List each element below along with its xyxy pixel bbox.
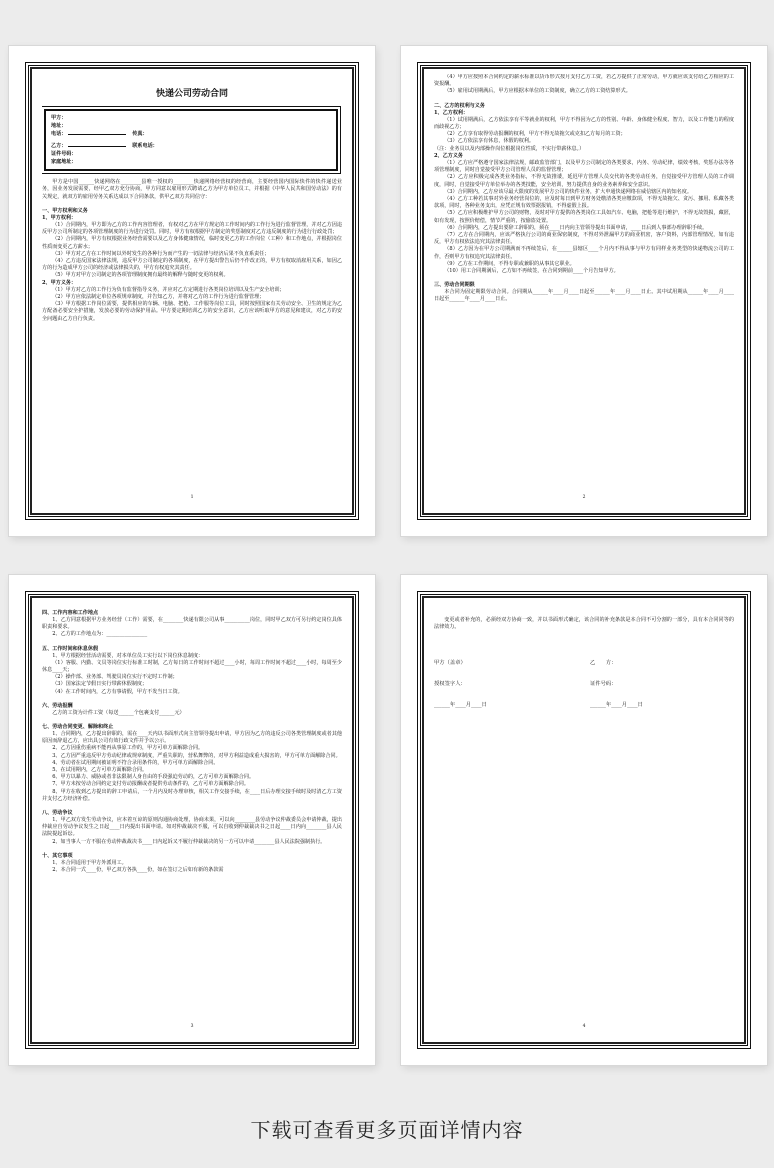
clause: （2）甲方应依法制定单位各项规章制度，并告知乙方，并将对乙方的工作行为进行监督管理；	[52, 294, 265, 301]
page-content	[42, 603, 342, 1035]
contract-page-4	[401, 575, 767, 1065]
clause: （9）乙方在工作期间，不得专职或兼职的从事其它职业。	[444, 260, 575, 267]
section-heading: 七、劳动合同变更、解除和终止	[42, 724, 114, 731]
page-content	[42, 74, 342, 506]
date-a: ______年____月____日	[434, 702, 487, 709]
page-number: 3	[190, 1024, 194, 1029]
clause: （10）用工合同期满后，乙方如不再续签，在合同到期前____个月告知甲方。	[444, 268, 619, 275]
page-content	[434, 603, 734, 1035]
clause: （1）甲方对乙方的工作行为负有监督指导义务，并应对乙方定期进行各类岗位培训以及生产安全培训；	[52, 286, 285, 293]
note: （注：业务员以及内部操作岗位根据岗位性质，不实行带薪休息。）	[434, 145, 585, 152]
party-b-line	[51, 142, 331, 150]
page-content	[434, 74, 734, 506]
phone-blank	[68, 130, 126, 135]
subsection-heading: 1、乙方权利：	[434, 109, 469, 116]
clause: （2）乙方应积极完成各类业务指标，不得无故推诿，延迟甲方管理人员交代的各类劳动任务，自觉接受甲方管理人员的工作调度，同时，自觉接受甲方单位举办的各类技能，安全培训，努力提供自身的业务素养和安全意识。	[434, 174, 734, 188]
clause: （2）操作部、业务部、驾驶员岗位实行不定时工作制；	[52, 674, 178, 681]
page-number: 4	[582, 1024, 586, 1029]
party-b-label: 乙方：	[51, 142, 67, 149]
clause: 1、乙方同意根据甲方业务经营（工作）需要，在________快递有限公司从事__________岗位，同时甲乙双方可另行约定岗位具体职责和要求。	[42, 617, 342, 631]
download-more-caption[interactable]: 下载可查看更多页面详情内容	[250, 1118, 524, 1142]
contact-phone-label: 联系电话：	[132, 142, 158, 149]
section-heading: 六、劳动报酬	[42, 702, 73, 709]
section-heading: 三、劳动合同期限	[434, 282, 475, 289]
address-label: 地址：	[51, 123, 67, 130]
contract-page-3	[9, 575, 375, 1065]
clause: 1、合同期内，乙方提出辞职的，需在____天内以书面形式向主管领导提出申请，甲方因为乙方的违反公司各类管理制度或者其他原因而辞退乙方，应出具公司有效行政文件并予以公示。	[42, 731, 342, 745]
clause: （1）乙方应严格遵守国家法律法规，邮政监管部门，以及甲方公司制定的各类要求，内务、劳动纪律，绩效考核，奖惩办法等各项管理制度，同时自觉接受甲方公司管理人员的监督管理；	[434, 160, 734, 174]
party-a-label: 甲方：	[51, 115, 67, 121]
section-heading: 四、工作内容和工作地点	[42, 610, 99, 616]
clause: （3）国家法定节假日实行带薪休假制度；	[52, 681, 148, 688]
clause: （5）甲方对甲方公司制定的各项管理制度拥有最终的解释与随时变更的权利。	[52, 272, 229, 279]
signature-block	[434, 659, 734, 722]
document-title: 快递公司劳动合同	[155, 89, 228, 99]
authorized-signer-label: 授权签字人：	[434, 681, 466, 688]
clause: 1、甲乙双方发生劳动争议，应本着互谅的原则沟通协商处理，协商未果，可以向________县劳动争议仲裁委员会申请仲裁，提出仲裁应自劳动争议发生之日起____日内提出书面申请。如对仲裁裁决不服，可以自收到仲裁裁决书之日起____日内向________县人民法院提起诉讼。	[42, 817, 342, 838]
clause: 2、乙方因重伤重病不能再从事原工作的，甲方可单方面解除合同。	[52, 745, 204, 752]
id-number-label: 证件号码：	[51, 150, 77, 157]
clause: 8、甲方在收到乙方提出的辞工申请后，一个月内及时办理审核，相关工作交接手续，在____日后办理交接手续时及时清乙方工资并支付乙方经济补偿。	[42, 788, 342, 802]
subsection-heading: 2、甲方义务：	[42, 279, 77, 286]
subsection-heading: 1、甲方权利：	[42, 214, 77, 221]
page-number: 2	[582, 495, 586, 500]
section-heading: 二、乙方的权利与义务	[434, 102, 485, 109]
section-heading: 十、其它事项	[42, 852, 73, 859]
clause: 6、甲方以暴力、威胁或者非法限制人身自由的手段强迫劳动的，乙方可单方面解除合同。	[52, 774, 255, 781]
contract-page-2	[401, 46, 767, 536]
clause: 乙方的工资为计件工资（每送______个包裹支付______元）	[52, 709, 185, 716]
id-number-label: 证件号码：	[590, 681, 617, 688]
clause: 4、劳动者在试用期间被证明不符合录用条件的，甲方可单方面解除合同。	[52, 759, 219, 766]
clause: 1、甲方根据经营活动需要，对本单位员工实行以下岗位休息制度：	[52, 652, 204, 659]
clause: （1）客服、内勤、文员等岗位实行标准工时制，乙方每日的工作时间不超过____小时，每周工作时间不超过____小时，每周至少休息____天；	[42, 659, 342, 674]
party-a-seal-label: 甲方（盖章）	[434, 660, 466, 667]
section-heading: 五、工作时间和休息休假	[42, 645, 99, 652]
party-a-signature	[434, 659, 578, 722]
section-heading: 一、甲方权利和义务	[42, 207, 88, 214]
clause: （3）甲方对乙方在工作时间以外时发生的各种行为而产生的一切法律与经济后果不负直系责任；	[52, 250, 270, 257]
party-b-signature	[590, 659, 734, 722]
clause: （3）甲方根据工作岗位需要，提供相应的车辆、电脑、把枪、工作服等岗位工具，同时按照国家有关劳动安全、卫生的规定为乙方配备必要安全护措施，发放必要的劳动保护用品。甲方要定期培训乙方的安全意识，乙方应该听取甲方的意见和建议，对乙方的安全问题由乙方自行负责。	[42, 301, 342, 322]
party-b-label: 乙 方：	[590, 660, 617, 667]
intro-paragraph: 甲方是中国______快递网络在________县唯一授权的________快递网络经营权的经营商，主要经营国内国际快件的快件递送业务，因业务发展需要，经甲乙双方充分协商，甲方同意以雇用形式聘请乙方为甲方单位员工，并根据《中华人民共和国劳动法》的有关规定，就双方的雇用劳务关系达成以下合同条款，供甲乙双方共同信守：	[42, 179, 342, 200]
clause: （8）乙方因为在甲方公司期满而不再续签后，在______县辖区____个月内不得从事与甲方有同样业务类型的快递物流公司的工作，否则甲方有权追究其法律责任。	[434, 246, 734, 260]
party-info-box	[44, 109, 338, 171]
clause: （5）雇用试用期满后，甲方应根据本单位的工资制度，确立乙方的工资结算形式。	[444, 88, 631, 95]
clause: 本合同为固定期限劳动合同。合同期从______年____月____日起至______年____月____日止。其中试用期从______年____月____日起至______年____月____日止。	[434, 289, 734, 303]
subsection-heading: 2、乙方义务	[434, 152, 464, 159]
clause: （3）乙方依法享有休息，休假的权利。	[444, 138, 535, 145]
clause: 1、本合同适用于甲方外派用工。	[52, 859, 127, 866]
clause: （3）合同期内，乙方应该尽最大限度的发展甲方公司的快件业务，扩大申通快递网络在威信辖区内的知名度。	[444, 188, 692, 195]
clause: 变更或者补充的，必须经双方协商一致，并以书面形式确定，该合同的补充条款是本合同不可分割的一部分，具有本合同同等的法律效力。	[434, 617, 734, 631]
clause: （1）试用期满后，乙方依法享有平等就业的权利，甲方不得因为乙方的性别、年龄、身体健全程度、智力，以及工作能力的程度而歧视乙方；	[434, 116, 734, 131]
clause: （1）合同期内，甲方即为乙方的工作内容管理者，有权对乙方在甲方规定的工作时间内的工作行为进行监督管理，并对乙方因违反甲方公司所制定的各项管理制度的行为进行处罚。同时，甲方有权根据甲方制定的奖惩制度对乙方违反制度的行为进行行政处罚；	[42, 222, 342, 236]
clause: 2、本合同一式____份，甲乙双方各执____份，如在签订之后如有新的条款需	[52, 867, 224, 874]
clause: （2）合同期内，甲方有权根据业务经营需要以及乙方身体健康情况，临时变更乙方的工作岗位（工种）和工作地点，并根据岗位性质而变更乙方薪水；	[42, 236, 342, 250]
clause: （4）乙方违反国家法律法规，违反甲方公司制定的各项制度，在甲方提出警告后仍不作改正的，甲方有权取消雇用关系，如因乙方的行为造成甲方公司的经济或法律损失的，甲方有权追究其责任。	[42, 258, 342, 272]
party-b-blank	[68, 142, 126, 147]
fax-label: 传真：	[132, 131, 148, 138]
page-number: 1	[190, 495, 194, 500]
phone-fax-line	[51, 130, 331, 138]
clause: （4）乙方工种若其事对外业务经营岗位的，应及时每日到甲方财务处缴清各类应缴款项，不得无故拖欠、贪污、挪用、私藏各类款项，同时，各种业务支出，应凭正规有效票据报销，不得虚假上报。	[434, 196, 734, 210]
clause: 7、甲方未按劳动合同约定支付劳动报酬或者提供劳动条件的，乙方可单方面解除合同。	[52, 781, 249, 788]
clause: （6）合同期内，乙方提出要辞工辞职的，须在____日内向主管领导提出书面申请，____日后到人事部办理辞职手续。	[444, 224, 708, 231]
home-address-label: 家庭地址：	[51, 159, 77, 166]
clause: （7）乙方在合同期内，应该严格执行公司的商业保密制度，不得对外泄漏甲方的商业机密，客户资料，内部管理情况，如有违反，甲方有权依法追究其法律责任。	[434, 232, 734, 246]
clause: （4）在工作时间内，乙方有事请假，甲方不发当日工资。	[52, 688, 183, 695]
section-heading: 八、劳动争议	[42, 810, 73, 817]
contract-page-1	[9, 46, 375, 536]
clause: 3、乙方因严重违反甲方劳动纪律或规章制度，严重失职的，营私舞弊的，对甲方利益造成重大损害的，甲方可单方面解除合同。	[52, 752, 341, 759]
clause: 2、乙方的工作地点为：________________	[52, 631, 148, 638]
phone-label: 电话：	[51, 131, 67, 138]
clause: 2、如当事人一方不服在劳动仲裁裁决书____日内起诉又不履行仲裁裁决的另一方可以申请________县人民法院强制执行。	[52, 838, 326, 845]
date-b: ______年____月____日	[590, 702, 643, 709]
clause: （5）乙方应积极维护甲方公司的财物，及时对甲方提供的各类岗位工具如汽车、电脑，把枪等进行维护，不得无故毁损，藏匿，如有发现，按照价赔偿，情节严重的，按偷盗处置。	[434, 210, 734, 224]
clause: 5、在试用期内，乙方可单方面解除合同。	[52, 767, 148, 774]
clause: （4）甲方应按照本合同约定的薪水标准以货币形式按月支付乙方工资，若乙方提供了正常劳动，甲方就应该支付给乙方相应的工资报酬。	[434, 74, 734, 88]
clause: （2）乙方享有取得劳动报酬的权利，甲方不得无故拖欠或克扣乙方每月的工资；	[444, 131, 626, 138]
